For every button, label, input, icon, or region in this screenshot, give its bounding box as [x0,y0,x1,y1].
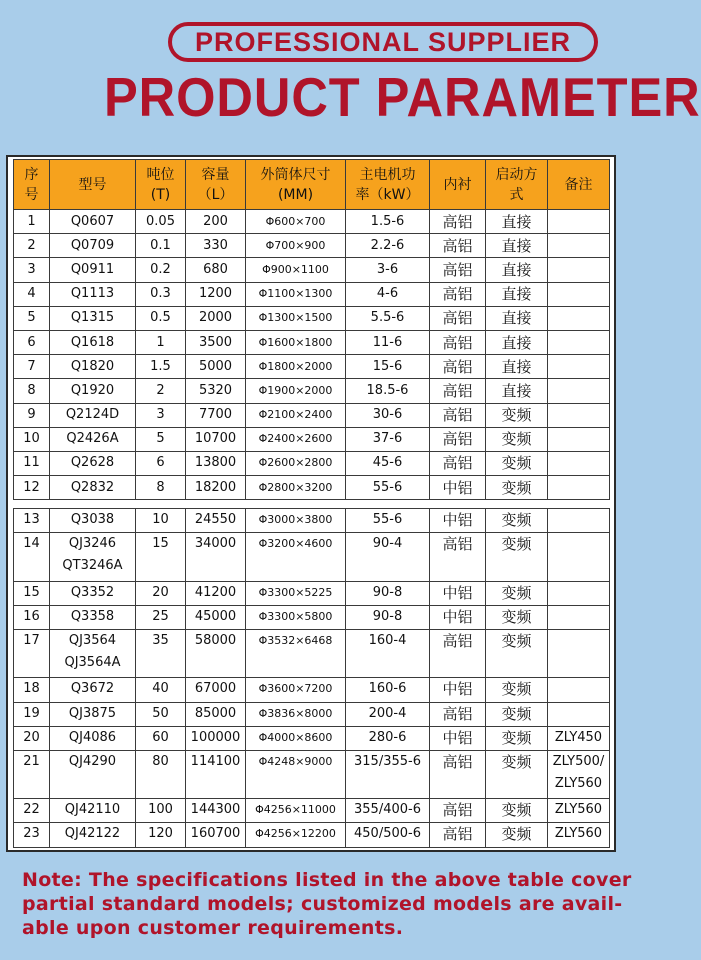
cell-lining: 高铝 [430,282,486,306]
parameter-table-panel [6,155,616,852]
cell-lining: 中铝 [430,581,486,605]
cell-remark [548,476,610,500]
table-row [14,427,610,451]
cell-start-mode: 直接 [486,282,548,306]
cell-model: Q1820 [50,355,136,379]
table-row [14,799,610,823]
cell-lining: 高铝 [430,533,486,581]
cell-tonnage: 0.3 [136,282,186,306]
cell-dimensions: Φ4248×9000 [246,750,346,798]
cell-tonnage: 20 [136,581,186,605]
cell-index: 15 [14,581,50,605]
cell-start-mode: 直接 [486,330,548,354]
cell-remark [548,605,610,629]
cell-index: 1 [14,210,50,234]
cell-lining: 中铝 [430,476,486,500]
cell-lining: 高铝 [430,306,486,330]
page-header [0,0,701,150]
cell-index: 5 [14,306,50,330]
cell-motor-power: 3-6 [346,258,430,282]
table-row [14,823,610,847]
table-row [14,330,610,354]
cell-motor-power: 2.2-6 [346,234,430,258]
cell-index: 3 [14,258,50,282]
parameter-table-part-1 [13,159,610,500]
cell-index: 9 [14,403,50,427]
cell-lining: 高铝 [430,258,486,282]
cell-index: 11 [14,451,50,475]
cell-motor-power: 450/500-6 [346,823,430,847]
cell-remark: ZLY560 [548,799,610,823]
cell-model: QJ4086 [50,726,136,750]
cell-capacity: 13800 [186,451,246,475]
cell-dimensions: Φ3300×5225 [246,581,346,605]
cell-lining: 中铝 [430,726,486,750]
cell-remark [548,533,610,581]
cell-capacity: 58000 [186,629,246,677]
cell-tonnage: 0.05 [136,210,186,234]
cell-capacity: 5000 [186,355,246,379]
cell-remark [548,451,610,475]
cell-dimensions: Φ2800×3200 [246,476,346,500]
cell-remark [548,581,610,605]
cell-model: Q2426A [50,427,136,451]
cell-lining: 高铝 [430,403,486,427]
column-header-motor-power: 主电机功 率（kW） [346,160,430,210]
cell-capacity: 100000 [186,726,246,750]
cell-lining: 高铝 [430,629,486,677]
footnote-line: able upon customer requirements. [22,917,404,939]
cell-lining: 高铝 [430,427,486,451]
cell-dimensions: Φ900×1100 [246,258,346,282]
cell-motor-power: 55-6 [346,509,430,533]
cell-start-mode: 变频 [486,533,548,581]
table-row [14,509,610,533]
cell-capacity: 24550 [186,509,246,533]
cell-index: 2 [14,234,50,258]
footnote [22,868,632,940]
cell-model: Q2832 [50,476,136,500]
cell-capacity: 18200 [186,476,246,500]
cell-lining: 高铝 [430,330,486,354]
cell-index: 6 [14,330,50,354]
cell-remark [548,629,610,677]
cell-capacity: 1200 [186,282,246,306]
cell-dimensions: Φ1800×2000 [246,355,346,379]
cell-lining: 中铝 [430,678,486,702]
table-row [14,403,610,427]
table-row [14,629,610,677]
cell-start-mode: 直接 [486,210,548,234]
cell-remark [548,234,610,258]
cell-model: QJ3875 [50,702,136,726]
column-header-tonnage: 吨位 (T) [136,160,186,210]
cell-tonnage: 80 [136,750,186,798]
table-row [14,234,610,258]
cell-motor-power: 90-4 [346,533,430,581]
cell-start-mode: 变频 [486,476,548,500]
cell-index: 21 [14,750,50,798]
cell-remark [548,330,610,354]
cell-model: QJ3564 QJ3564A [50,629,136,677]
cell-motor-power: 1.5-6 [346,210,430,234]
cell-tonnage: 40 [136,678,186,702]
cell-motor-power: 11-6 [346,330,430,354]
cell-index: 10 [14,427,50,451]
cell-dimensions: Φ1300×1500 [246,306,346,330]
table-header-row [14,160,610,210]
cell-start-mode: 直接 [486,306,548,330]
cell-motor-power: 55-6 [346,476,430,500]
cell-index: 7 [14,355,50,379]
cell-dimensions: Φ3000×3800 [246,509,346,533]
footnote-line: Note: The specifications listed in the above table cover [22,869,632,891]
cell-start-mode: 变频 [486,823,548,847]
cell-tonnage: 8 [136,476,186,500]
cell-dimensions: Φ2600×2800 [246,451,346,475]
cell-capacity: 67000 [186,678,246,702]
subtitle-text: PROFESSIONAL SUPPLIER [194,26,572,57]
cell-capacity: 85000 [186,702,246,726]
cell-tonnage: 0.5 [136,306,186,330]
cell-model: QJ42122 [50,823,136,847]
cell-lining: 中铝 [430,509,486,533]
cell-start-mode: 变频 [486,678,548,702]
cell-remark [548,282,610,306]
cell-capacity: 10700 [186,427,246,451]
cell-lining: 高铝 [430,750,486,798]
column-header-remark: 备注 [548,160,610,210]
cell-index: 16 [14,605,50,629]
cell-remark [548,379,610,403]
table-row [14,581,610,605]
cell-motor-power: 355/400-6 [346,799,430,823]
cell-lining: 高铝 [430,799,486,823]
cell-dimensions: Φ700×900 [246,234,346,258]
cell-model: Q1920 [50,379,136,403]
cell-start-mode: 变频 [486,702,548,726]
cell-capacity: 144300 [186,799,246,823]
cell-lining: 高铝 [430,210,486,234]
cell-model: Q2628 [50,451,136,475]
cell-dimensions: Φ1100×1300 [246,282,346,306]
cell-lining: 高铝 [430,355,486,379]
cell-motor-power: 4-6 [346,282,430,306]
cell-tonnage: 2 [136,379,186,403]
cell-start-mode: 变频 [486,581,548,605]
cell-model: Q2124D [50,403,136,427]
cell-index: 12 [14,476,50,500]
cell-tonnage: 10 [136,509,186,533]
cell-index: 22 [14,799,50,823]
cell-lining: 高铝 [430,451,486,475]
cell-tonnage: 0.1 [136,234,186,258]
cell-dimensions: Φ3600×7200 [246,678,346,702]
cell-start-mode: 直接 [486,258,548,282]
cell-start-mode: 变频 [486,451,548,475]
cell-model: QJ3246 QT3246A [50,533,136,581]
cell-index: 14 [14,533,50,581]
cell-start-mode: 变频 [486,509,548,533]
cell-remark [548,355,610,379]
cell-tonnage: 120 [136,823,186,847]
cell-tonnage: 6 [136,451,186,475]
cell-motor-power: 18.5-6 [346,379,430,403]
footnote-line: partial standard models; customized models are avail- [22,893,623,915]
cell-capacity: 34000 [186,533,246,581]
cell-motor-power: 160-6 [346,678,430,702]
cell-dimensions: Φ3836×8000 [246,702,346,726]
cell-remark: ZLY450 [548,726,610,750]
cell-tonnage: 1 [136,330,186,354]
cell-capacity: 41200 [186,581,246,605]
cell-dimensions: Φ2400×2600 [246,427,346,451]
cell-remark [548,258,610,282]
cell-model: QJ42110 [50,799,136,823]
cell-start-mode: 变频 [486,726,548,750]
cell-index: 19 [14,702,50,726]
cell-start-mode: 变频 [486,629,548,677]
cell-tonnage: 15 [136,533,186,581]
cell-remark: ZLY560 [548,823,610,847]
cell-start-mode: 变频 [486,427,548,451]
cell-model: Q3038 [50,509,136,533]
cell-start-mode: 变频 [486,750,548,798]
cell-start-mode: 变频 [486,605,548,629]
table-row [14,282,610,306]
table-row [14,750,610,798]
cell-model: Q1618 [50,330,136,354]
cell-motor-power: 5.5-6 [346,306,430,330]
cell-lining: 高铝 [430,379,486,403]
cell-capacity: 45000 [186,605,246,629]
cell-tonnage: 1.5 [136,355,186,379]
cell-capacity: 2000 [186,306,246,330]
cell-motor-power: 200-4 [346,702,430,726]
table-row [14,533,610,581]
cell-remark [548,509,610,533]
cell-capacity: 200 [186,210,246,234]
cell-tonnage: 3 [136,403,186,427]
table-row [14,258,610,282]
table-row [14,605,610,629]
cell-index: 18 [14,678,50,702]
cell-remark [548,210,610,234]
cell-dimensions: Φ2100×2400 [246,403,346,427]
cell-motor-power: 37-6 [346,427,430,451]
parameter-table-part-2 [13,508,610,848]
column-header-dimensions: 外筒体尺寸 (MM) [246,160,346,210]
cell-motor-power: 315/355-6 [346,750,430,798]
cell-remark [548,427,610,451]
cell-start-mode: 变频 [486,403,548,427]
cell-tonnage: 100 [136,799,186,823]
cell-lining: 高铝 [430,702,486,726]
cell-capacity: 330 [186,234,246,258]
column-header-model: 型号 [50,160,136,210]
table-row [14,379,610,403]
cell-capacity: 114100 [186,750,246,798]
cell-index: 4 [14,282,50,306]
table-row [14,726,610,750]
cell-model: Q1315 [50,306,136,330]
cell-index: 13 [14,509,50,533]
table-row [14,306,610,330]
cell-model: Q3352 [50,581,136,605]
table-row [14,678,610,702]
column-header-lining: 内衬 [430,160,486,210]
cell-dimensions: Φ3200×4600 [246,533,346,581]
cell-tonnage: 0.2 [136,258,186,282]
cell-lining: 高铝 [430,234,486,258]
cell-capacity: 160700 [186,823,246,847]
cell-remark [548,306,610,330]
cell-tonnage: 50 [136,702,186,726]
cell-dimensions: Φ3532×6468 [246,629,346,677]
cell-remark [548,702,610,726]
table-row [14,702,610,726]
cell-capacity: 3500 [186,330,246,354]
cell-index: 20 [14,726,50,750]
cell-dimensions: Φ4256×12200 [246,823,346,847]
page-title: PRODUCT PARAMETER [104,66,701,128]
cell-index: 17 [14,629,50,677]
cell-motor-power: 160-4 [346,629,430,677]
cell-tonnage: 25 [136,605,186,629]
cell-start-mode: 直接 [486,234,548,258]
cell-index: 8 [14,379,50,403]
cell-lining: 中铝 [430,605,486,629]
table-row [14,210,610,234]
cell-remark: ZLY500/ ZLY560 [548,750,610,798]
cell-model: Q1113 [50,282,136,306]
cell-capacity: 5320 [186,379,246,403]
cell-remark [548,403,610,427]
cell-capacity: 680 [186,258,246,282]
cell-motor-power: 90-8 [346,581,430,605]
table-row [14,476,610,500]
cell-lining: 高铝 [430,823,486,847]
cell-capacity: 7700 [186,403,246,427]
cell-dimensions: Φ3300×5800 [246,605,346,629]
cell-dimensions: Φ4256×11000 [246,799,346,823]
cell-dimensions: Φ4000×8600 [246,726,346,750]
cell-model: QJ4290 [50,750,136,798]
cell-motor-power: 90-8 [346,605,430,629]
cell-model: Q0607 [50,210,136,234]
cell-tonnage: 5 [136,427,186,451]
cell-tonnage: 60 [136,726,186,750]
cell-model: Q0709 [50,234,136,258]
cell-start-mode: 直接 [486,355,548,379]
cell-dimensions: Φ1600×1800 [246,330,346,354]
cell-dimensions: Φ600×700 [246,210,346,234]
table-row [14,355,610,379]
cell-dimensions: Φ1900×2000 [246,379,346,403]
cell-motor-power: 280-6 [346,726,430,750]
cell-start-mode: 变频 [486,799,548,823]
cell-motor-power: 30-6 [346,403,430,427]
subtitle-banner [168,22,598,62]
cell-model: Q3358 [50,605,136,629]
cell-tonnage: 35 [136,629,186,677]
cell-motor-power: 45-6 [346,451,430,475]
cell-motor-power: 15-6 [346,355,430,379]
cell-remark [548,678,610,702]
column-header-capacity: 容量 （L） [186,160,246,210]
column-header-start-mode: 启动方 式 [486,160,548,210]
table-row [14,451,610,475]
cell-start-mode: 直接 [486,379,548,403]
column-header-index: 序 号 [14,160,50,210]
cell-model: Q3672 [50,678,136,702]
cell-index: 23 [14,823,50,847]
cell-model: Q0911 [50,258,136,282]
